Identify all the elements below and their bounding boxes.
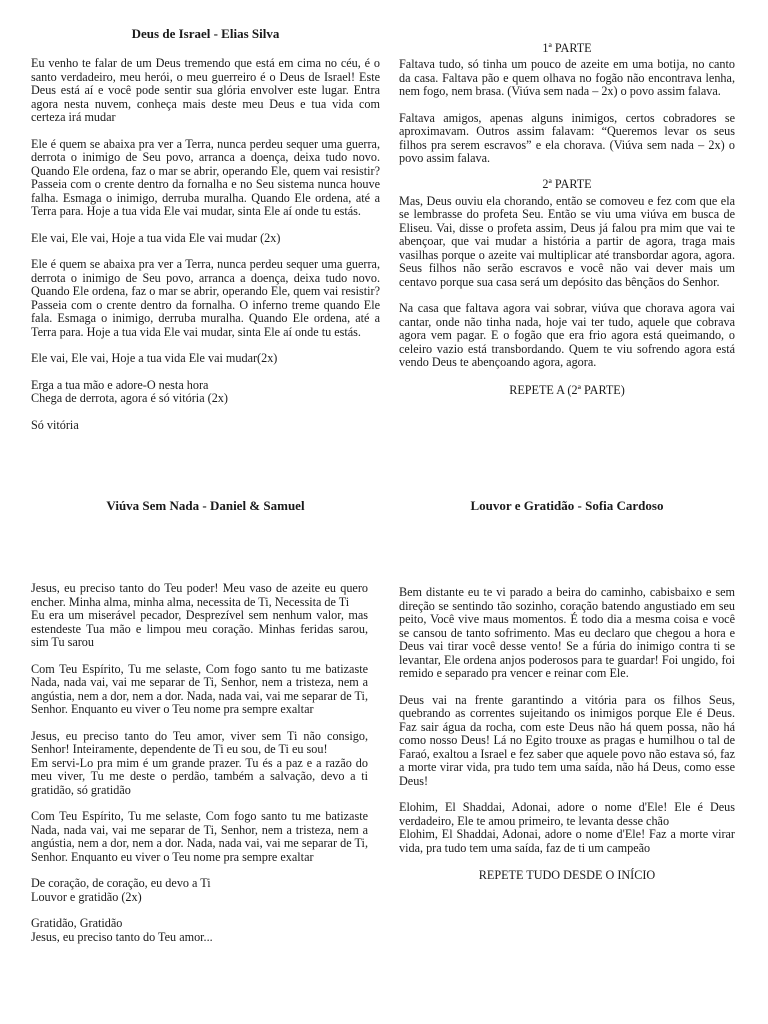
lyrics-paragraph bbox=[399, 801, 735, 855]
song-bem-distante-lyrics bbox=[399, 586, 735, 883]
chorus-paragraph: Com Teu Espírito, Tu me selaste, Com fogo santo tu me batizaste Nada, nada vai, vai me separar de Ti, Senhor, nem a tristeza, nem a angústia, nem a dor, nem a dor. Nada, nada vai, vai me separar de Ti, Senhor. Enquanto eu viver o Teu nome pra sempre exaltar bbox=[31, 809, 368, 864]
lyrics-line: Jesus, eu preciso tanto do Teu poder! Meu vaso de azeite eu quero encher. Minha alma, minha alma, necessita de Ti, Necessita de Ti bbox=[31, 581, 368, 609]
song-deus-de-israel bbox=[31, 26, 380, 42]
lyrics-paragraph: Ele é quem se abaixa pra ver a Terra, nunca perdeu sequer uma guerra, derrota o inimigo de Seu povo, arranca a doença, deixa tudo novo. Quando Ele ordena, faz o mar se abrir, operando Ele, quem vai resistir? Passeia com o crente dentro da fornalha. O inferno treme quando Ele fala. Esmaga o inimigo, derruba muralha. Quando Ele ordena, até a Terra para. Hoje a tua vida Ele vai mudar, sinta Ele aí onde tu estás. bbox=[31, 257, 380, 339]
lyrics-line: Jesus, eu preciso tanto do Teu amor... bbox=[31, 929, 213, 944]
lyrics-paragraph bbox=[31, 582, 368, 650]
lyrics-paragraph bbox=[31, 917, 368, 944]
chorus-paragraph bbox=[31, 379, 380, 406]
song-title: Viúva Sem Nada - Daniel & Samuel bbox=[106, 498, 305, 513]
lyrics-paragraph: Ele vai, Ele vai, Hoje a tua vida Ele vai mudar(2x) bbox=[31, 351, 278, 365]
lyrics-line: Erga a tua mão e adore-O nesta hora bbox=[31, 377, 209, 392]
lyrics-line: De coração, de coração, eu devo a Ti bbox=[31, 876, 211, 890]
song-jesus-lyrics bbox=[31, 582, 368, 944]
lyrics-paragraph: Mas, Deus ouviu ela chorando, então se comoveu e fez com que ela se lembrasse do profeta Seu. Então se viu uma viúva em busca de Eliseu. Vai, disse o profeta assim, Deus já falou pra mim que vai te abençoar, que vai mudar a história a partir de agora, traga mais vasilhas porque o azeite vai multiplicar até transbordar agora, agora. Seus filhos não serão escravos e você não vai dever mais um centavo porque sua casa será um depósito das bênçãos do Senhor. bbox=[399, 193, 735, 289]
lyrics-paragraph: Ele é quem se abaixa pra ver a Terra, nunca perdeu sequer uma guerra, derrota o inimigo de Seu povo, arranca a doença, deixa tudo novo. Quando Ele ordena, faz o mar se abrir, operando Ele, quem vai resistir? Passeia com o crente dentro da fornalha e no Seu sistema nunca houve falha. Esmaga o inimigo, derruba muralha. Quando Ele ordena, até a Terra para. Hoje a tua vida Ele vai mudar, sinta Ele aí onde tu estás. bbox=[31, 136, 380, 218]
lyrics-paragraph: Eu venho te falar de um Deus tremendo que está em cima no céu, é o santo verdadeiro, meu herói, o meu guerreiro é o Deus de Israel! Este Deus está aí e você pode sentir sua glória envolver este lugar. Entra agora nesta nuvem, conheça mais deste meu Deus e tua vida com certeza irá mudar bbox=[31, 56, 380, 124]
lyrics-line: Eu era um miserável pecador, Desprezível sem nenhum valor, mas estendeste Tua mão e limpou meu coração. Minhas feridas sarou, sim Tu sarou bbox=[31, 608, 368, 649]
lyrics-paragraph bbox=[31, 877, 368, 904]
lyrics-paragraph: Deus vai na frente garantindo a vitória para os filhos Seus, quebrando as correntes sujeitando os inimigos porque Ele é Deus. Faz sair água da rocha, com este Deus não há quem possa, não há como nosso Deus! Lá no Egito trouxe as pragas e humilhou o tal de Faraó, exaltou a Israel e fez saber que aquele povo não estava só, faz a morte virar vida, pra tudo tem uma saída, não há Deus, como esse Deus! bbox=[399, 692, 735, 788]
part-header: 1ª PARTE bbox=[542, 41, 592, 55]
lyrics-paragraph: Faltava amigos, apenas alguns inimigos, certos cobradores se aproximavam. Outros assim falavam: “Queremos levar os seus filhos pra serem escravos” e ela chorava. (Viúva sem nada – 2x) o povo assim falava. bbox=[399, 110, 735, 165]
lyrics-line: Elohim, El Shaddai, Adonai, adore o nome d'Ele! Ele é Deus verdadeiro, Ele te amou primeiro, te levanta desse chão bbox=[399, 800, 735, 828]
song-louvor-title-block bbox=[399, 498, 735, 514]
lyrics-paragraph bbox=[31, 730, 368, 798]
lyrics-paragraph: Bem distante eu te vi parado a beira do caminho, cabisbaixo e sem direção se sentindo tão sozinho, coração batendo angustiado em seu peito, Você vive maus momentos. É todo dia a mesma coisa e você se cansou de tanto sofrimento. Mas eu declaro que chegou a hora e Deus vai tirar você desse vento! Se a fúria do inimigo contra ti se levantar, Ele ordena anjos poderosos para te guardar! Foi ungido, foi remido e separado pra vencer e reinar com Ele. bbox=[399, 585, 735, 680]
chorus-paragraph: Com Teu Espírito, Tu me selaste, Com fogo santo tu me batizaste Nada, nada vai, vai me separar de Ti, Senhor, nem a tristeza, nem a angústia, nem a dor, nem a dor. Nada, nada vai, vai me separar de Ti, Senhor. Enquanto eu viver o Teu nome pra sempre exaltar bbox=[31, 661, 368, 716]
song-title: Deus de Israel - Elias Silva bbox=[131, 26, 280, 41]
song-title: Louvor e Gratidão - Sofia Cardoso bbox=[470, 498, 664, 513]
lyrics-line: Em servi-Lo pra mim é um grande prazer. Tu és a paz e a razão do meu viver, Tu me deste o perdão, também a salvação, devo a ti gratidão, só gratidão bbox=[31, 755, 368, 797]
lyrics-line: Gratidão, Gratidão bbox=[31, 916, 123, 930]
repeat-instruction: REPETE A (2ª PARTE) bbox=[509, 382, 625, 397]
song-deus-de-israel-lyrics bbox=[31, 57, 380, 432]
lyrics-line: Elohim, El Shaddai, Adonai, adore o nome d'Ele! Faz a morte virar vida, pra tudo tem uma saída, faz de ti um campeão bbox=[399, 827, 735, 855]
lyrics-line: Chega de derrota, agora é só vitória (2x) bbox=[31, 391, 228, 405]
ending-line: Só vitória bbox=[31, 417, 79, 432]
lyrics-paragraph: Na casa que faltava agora vai sobrar, viúva que chorava agora vai cantar, onde não tinha nada, hoje vai ter tudo, aquele que cobrava agora vem pagar. E o fogão que era frio agora está queimando, o celeiro vazio está transbordando. Quem te viu sofrendo agora está vendo Deus te abençoando agora, agora. bbox=[399, 301, 735, 369]
lyrics-line: Louvor e gratidão (2x) bbox=[31, 889, 142, 904]
lyrics-paragraph: Faltava tudo, só tinha um pouco de azeite em uma botija, no canto da casa. Faltava pão e quem olhava no fogão não encontrava lenha, nem fogo, nem brasa. (Viúva sem nada – 2x) o povo assim falava. bbox=[399, 57, 735, 98]
lyrics-line: Jesus, eu preciso tanto do Teu amor, viver sem Ti não consigo, Senhor! Inteiramente, dependente de Ti eu sou, de Ti eu sou! bbox=[31, 728, 368, 756]
lyrics-paragraph: Ele vai, Ele vai, Hoje a tua vida Ele vai mudar (2x) bbox=[31, 230, 281, 245]
song-viuva-sem-nada-lyrics bbox=[399, 41, 735, 398]
repeat-instruction: REPETE TUDO DESDE O INÍCIO bbox=[478, 868, 656, 882]
part-header: 2ª PARTE bbox=[542, 176, 592, 191]
song-viuva-title-block bbox=[31, 498, 380, 514]
